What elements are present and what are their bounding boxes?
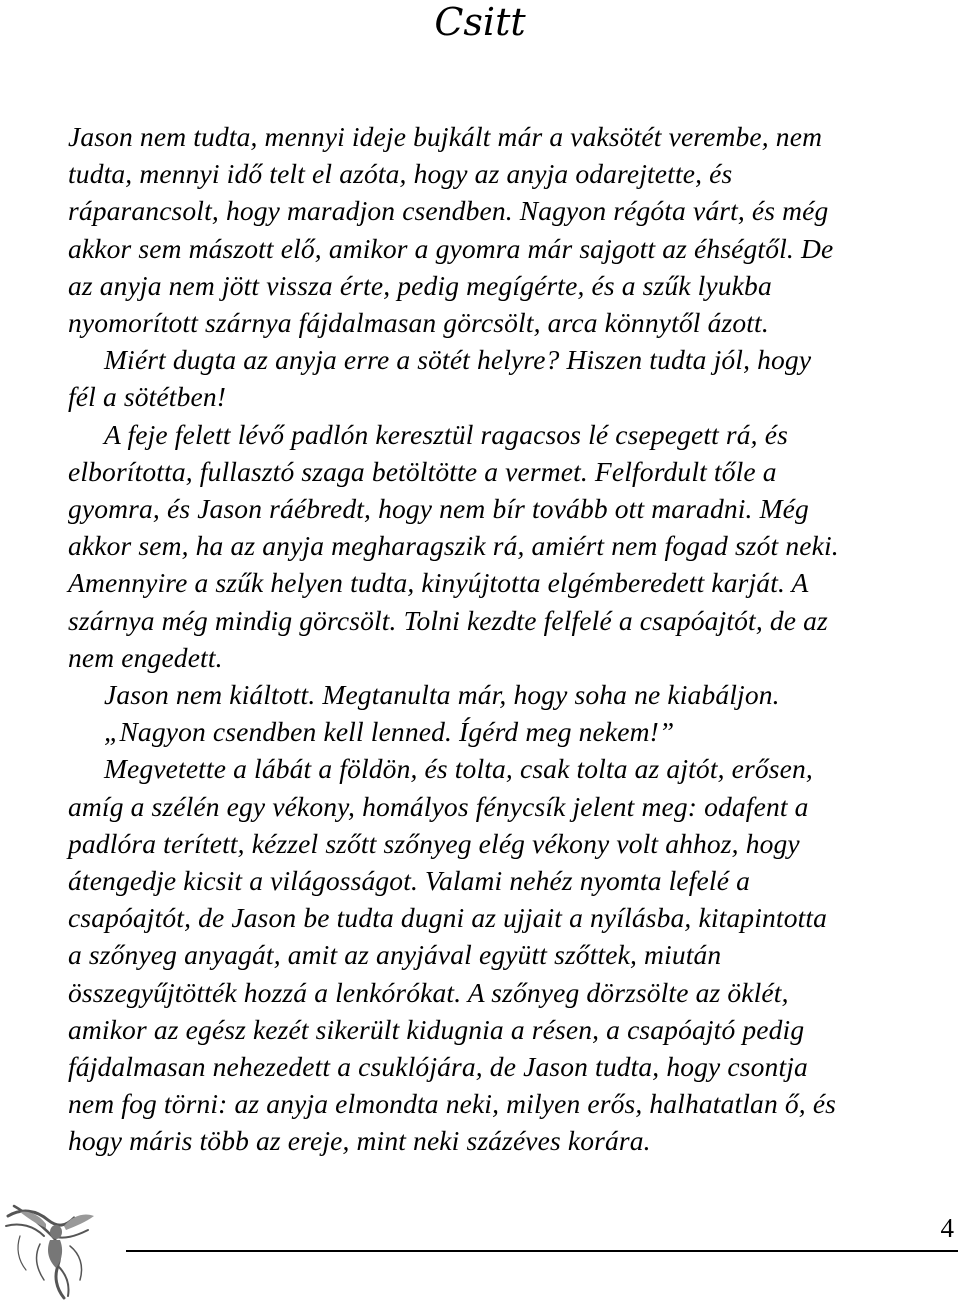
text-line: átengedje kicsit a világosságot. Valami nehéz nyomta lefelé a [68,865,750,897]
text-line: az anyja nem jött vissza érte, pedig megígérte, és a szűk lyukba [68,269,772,301]
text-line: elborította, fullasztó szaga betöltötte a vermet. Felfordult tőle a [68,455,777,487]
text-line: „Nagyon csendben kell lenned. Ígérd meg nekem!” [104,716,675,748]
text-line: fél a sötétben! [68,381,227,413]
text-line: ráparancsolt, hogy maradjon csendben. Nagyon régóta várt, és még [68,195,829,227]
text-line: a szőnyeg anyagát, amit az anyjával együtt szőttek, miután [68,939,722,971]
text-line: amíg a szélén egy vékony, homályos fénycsík jelent meg: odafent a [68,790,809,822]
text-line: gyomra, és Jason ráébredt, hogy nem bír tovább ott maradni. Még [68,493,809,525]
fairy-ornament-icon [0,1196,112,1302]
page-number: 4 [940,1213,954,1243]
text-line: nem fog törni: az anyja elmondta neki, milyen erős, halhatatlan ő, és [68,1088,837,1120]
text-line: csapóajtót, de Jason be tudta dugni az ujjait a nyílásba, kitapintotta [68,902,828,934]
text-line: összegyűjtötték hozzá a lenkórókat. A szőnyeg dörzsölte az öklét, [68,976,789,1008]
text-line: Amennyire a szűk helyen tudta, kinyújtotta elgémberedett karját. A [68,567,809,599]
text-line: Megvetette a lábát a földön, és tolta, csak tolta az ajtót, erősen, [104,753,813,785]
text-line: akkor sem, ha az anyja megharagszik rá, amiért nem fogad szót neki. [68,530,839,562]
text-line: padlóra terített, kézzel szőtt szőnyeg elég vékony volt ahhoz, hogy [68,827,800,859]
text-line: hogy máris több az ereje, mint neki százéves korára. [68,1125,651,1157]
text-line: nyomorított szárnya fájdalmasan görcsölt, arca könnytől ázott. [68,307,769,339]
text-line: Jason nem tudta, mennyi ideje bujkált már a vaksötét verembe, nem [68,121,823,152]
text-line: A feje felett lévő padlón keresztül ragacsos lé csepegett rá, és [104,418,788,450]
text-line: szárnya még mindig görcsölt. Tolni kezdte felfelé a csapóajtót, de az [68,604,828,636]
text-line: fájdalmasan nehezedett a csuklójára, de Jason tudta, hogy csontja [68,1051,808,1083]
text-line: nem engedett. [68,641,223,673]
text-line: Jason nem kiáltott. Megtanulta már, hogy soha ne kiabáljon. [104,679,780,711]
page-title: Csitt [434,0,526,44]
footer-rule [126,1250,958,1252]
story-text [68,118,948,1160]
text-line: Miért dugta az anyja erre a sötét helyre? Hiszen tudta jól, hogy [104,344,812,376]
text-line: akkor sem mászott elő, amikor a gyomra már sajgott az éhségtől. De [68,232,834,264]
text-line: tudta, mennyi idő telt el azóta, hogy az anyja odarejtette, és [68,158,733,190]
text-line: amikor az egész kezét sikerült kidugnia a résen, a csapóajtó pedig [68,1013,805,1045]
